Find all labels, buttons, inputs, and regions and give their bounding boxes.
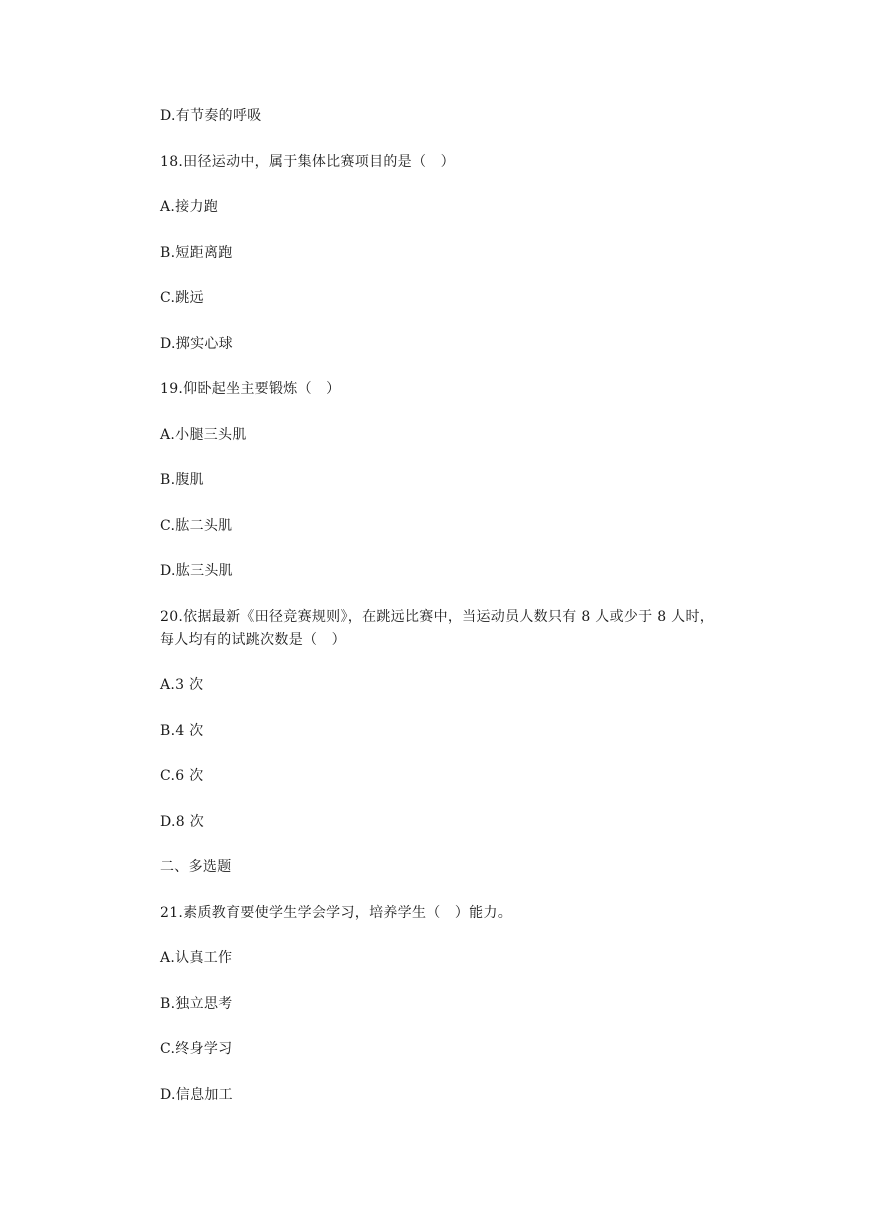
option-20-a: A.3 次: [160, 677, 204, 693]
option-19-c: C.肱二头肌: [160, 518, 233, 534]
option-19-d: D.肱三头肌: [160, 563, 233, 579]
option-17-d: D.有节奏的呼吸: [160, 108, 262, 124]
question-19: 19.仰卧起坐主要锻炼（ ）: [160, 381, 341, 397]
option-21-a: A.认真工作: [160, 950, 233, 966]
option-21-d: D.信息加工: [160, 1087, 233, 1103]
option-19-a: A.小腿三头肌: [160, 427, 247, 443]
option-18-d: D.掷实心球: [160, 336, 233, 352]
question-18: 18.田径运动中，属于集体比赛项目的是（ ）: [160, 154, 455, 170]
question-20-line-1: 20.依据最新《田径竞赛规则》，在跳远比赛中，当运动员人数只有 8 人或少于 8 人时，: [160, 609, 715, 625]
option-19-b: B.腹肌: [160, 472, 204, 488]
question-21: 21.素质教育要使学生学会学习，培养学生（ ）能力。: [160, 905, 513, 921]
question-20-line-2: 每人均有的试跳次数是（ ）: [160, 632, 346, 648]
option-18-c: C.跳远: [160, 290, 204, 306]
option-20-d: D.8 次: [160, 814, 205, 830]
option-20-c: C.6 次: [160, 768, 204, 784]
option-20-b: B.4 次: [160, 723, 204, 739]
option-18-a: A.接力跑: [160, 199, 219, 215]
option-21-b: B.独立思考: [160, 996, 233, 1012]
option-21-c: C.终身学习: [160, 1041, 233, 1057]
option-18-b: B.短距离跑: [160, 245, 233, 261]
section-heading: 二、多选题: [160, 859, 232, 875]
